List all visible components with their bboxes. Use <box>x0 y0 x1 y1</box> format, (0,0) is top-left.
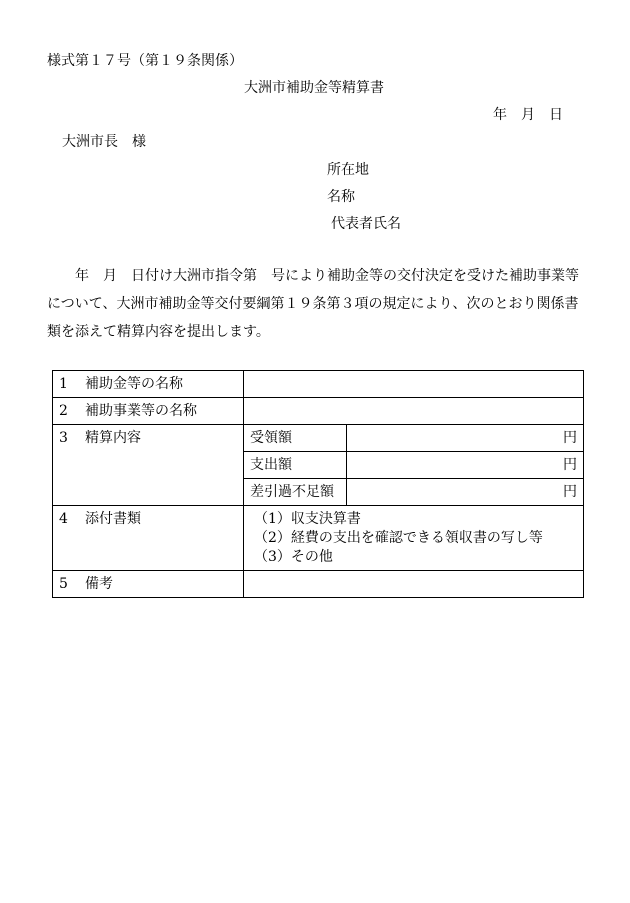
table-row <box>53 425 584 452</box>
remarks-field <box>244 571 584 598</box>
document-title: 大洲市補助金等精算書 <box>244 80 384 96</box>
balance-label: 差引過不足額 <box>244 479 347 506</box>
row-label: 備考 <box>85 576 113 592</box>
table-row <box>53 371 584 398</box>
attachment-item: （2）経費の支出を確認できる領収書の写し等 <box>254 530 543 546</box>
date-line: 年 月 日 <box>493 107 563 123</box>
form-number: 様式第１７号（第１９条関係） <box>47 53 243 69</box>
row-label-cell <box>53 506 244 571</box>
subsidy-name-field <box>244 371 584 398</box>
row-number: 2 <box>59 403 68 419</box>
row-label-cell <box>53 571 244 598</box>
expenditure-label: 支出額 <box>244 452 347 479</box>
table-row <box>53 571 584 598</box>
row-label: 補助金等の名称 <box>85 376 183 392</box>
received-amount-field: 円 <box>347 425 584 452</box>
row-label-cell <box>53 398 244 425</box>
attachment-item: （3）その他 <box>254 549 333 565</box>
row-label: 補助事業等の名称 <box>85 403 197 419</box>
attachment-item: （1）収支決算書 <box>254 511 361 527</box>
row-label: 精算内容 <box>85 430 141 446</box>
row-number: 4 <box>59 511 68 527</box>
representative-label: 代表者氏名 <box>331 216 401 232</box>
body-paragraph: 年 月 日付け大洲市指令第 号により補助金等の交付決定を受けた補助事業等について、大洲市補助金等交付要綱第１９条第３項の規定により、次のとおり関係書類を添えて精算内容を提出します。 <box>47 268 579 340</box>
project-name-field <box>244 398 584 425</box>
settlement-table <box>52 370 584 598</box>
address-label: 所在地 <box>327 162 369 178</box>
row-label-cell <box>53 425 244 506</box>
table-row <box>53 398 584 425</box>
row-number: 5 <box>59 576 68 592</box>
balance-field: 円 <box>347 479 584 506</box>
row-label-cell <box>53 371 244 398</box>
row-number: 1 <box>59 376 68 392</box>
row-label: 添付書類 <box>85 511 141 527</box>
table-row <box>53 506 584 571</box>
expenditure-field: 円 <box>347 452 584 479</box>
row-number: 3 <box>59 430 68 446</box>
name-label: 名称 <box>327 189 355 205</box>
received-amount-label: 受領額 <box>244 425 347 452</box>
attachments-cell <box>244 506 584 571</box>
addressee: 大洲市長 様 <box>62 134 146 150</box>
